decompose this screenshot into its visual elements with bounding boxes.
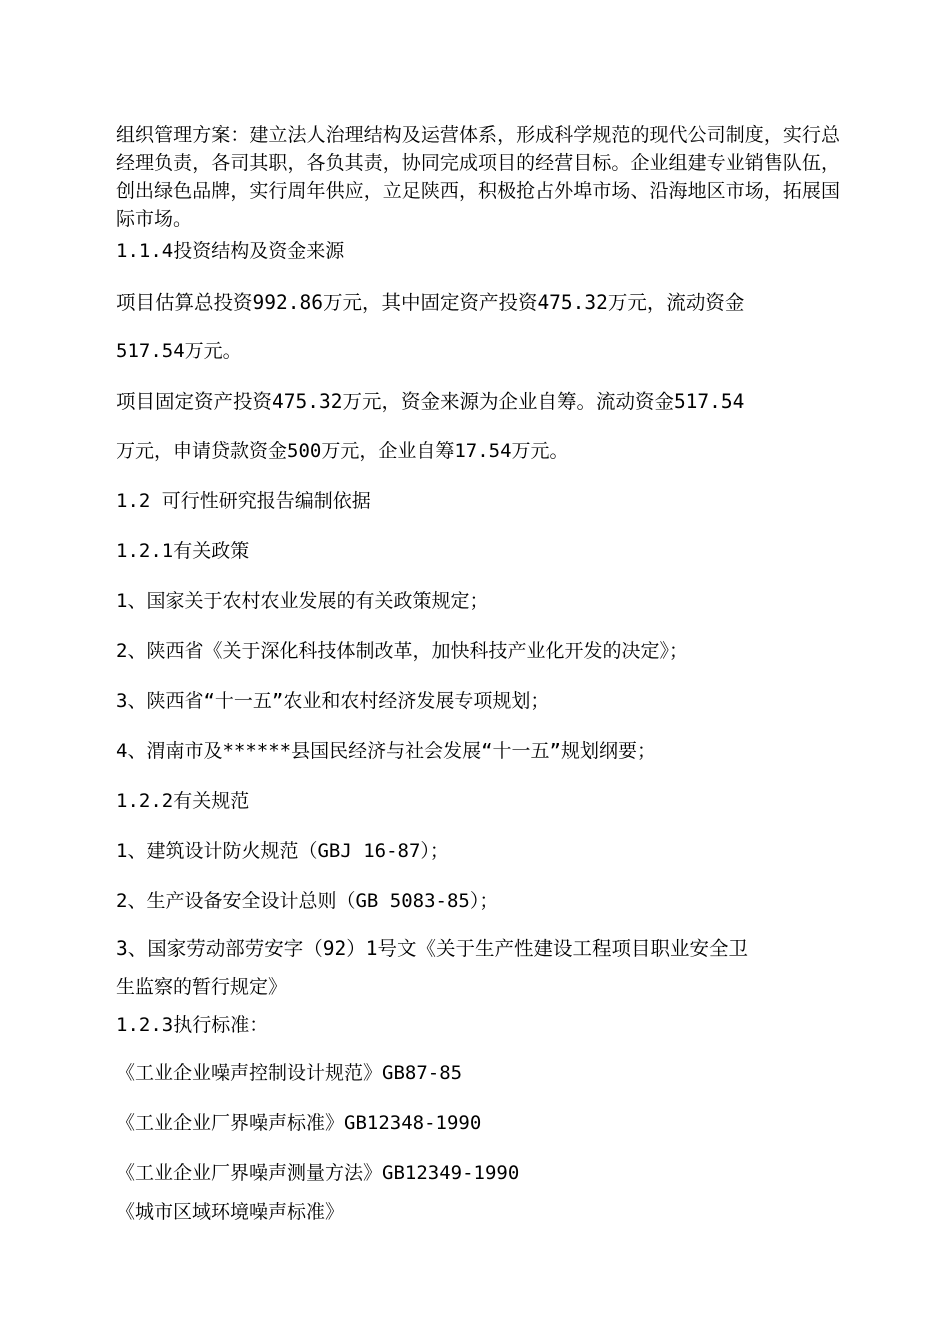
organization-management-paragraph: 组织管理方案：建立法人治理结构及运营体系，形成科学规范的现代公司制度，实行总经理负责，各司其职，各负其责，协同完成项目的经营目标。企业组建专业销售队伍，创出绿色品牌，实行周年供应，立足陕西，积极抢占外埠市场、沿海地区市场，拓展国际市场。 (116, 124, 840, 230)
investment-line-2: 517.54万元。 (116, 340, 242, 362)
heading-1-2: 1.2 可行性研究报告编制依据 (116, 490, 371, 512)
heading-1-1-4: 1.1.4投资结构及资金来源 (116, 240, 345, 262)
standard-item-4: 《城市区域环境噪声标准》 (116, 1201, 345, 1223)
funding-line-2: 万元，申请贷款资金500万元，企业自筹17.54万元。 (116, 440, 569, 462)
investment-line-1: 项目估算总投资992.86万元，其中固定资产投资475.32万元，流动资金 (116, 291, 745, 314)
heading-1-2-2: 1.2.2有关规范 (116, 790, 250, 812)
standard-item-1: 《工业企业噪声控制设计规范》GB87-85 (116, 1062, 463, 1084)
heading-1-2-1: 1.2.1有关政策 (116, 540, 250, 562)
policy-item-1: 1、国家关于农村农业发展的有关政策规定； (116, 590, 489, 612)
spec-item-2: 2、生产设备安全设计总则（GB 5083-85）； (116, 890, 499, 912)
standard-item-3: 《工业企业厂界噪声测量方法》GB12349-1990 (116, 1162, 520, 1184)
funding-line-1: 项目固定资产投资475.32万元，资金来源为企业自筹。流动资金517.54 (116, 390, 745, 413)
spec-item-3-line-1: 3、国家劳动部劳安字（92）1号文《关于生产性建设工程项目职业安全卫 (116, 937, 748, 960)
policy-item-2: 2、陕西省《关于深化科技体制改革，加快科技产业化开发的决定》； (116, 640, 688, 662)
spec-item-1: 1、建筑设计防火规范（GBJ 16-87）； (116, 840, 449, 862)
policy-item-3: 3、陕西省“十一五”农业和农村经济发展专项规划； (116, 690, 550, 712)
heading-1-2-3: 1.2.3执行标准： (116, 1014, 269, 1036)
policy-item-4: 4、渭南市及******县国民经济与社会发展“十一五”规划纲要； (116, 740, 656, 762)
standard-item-2: 《工业企业厂界噪声标准》GB12348-1990 (116, 1112, 482, 1134)
spec-item-3-line-2: 生监察的暂行规定》 (116, 976, 288, 998)
